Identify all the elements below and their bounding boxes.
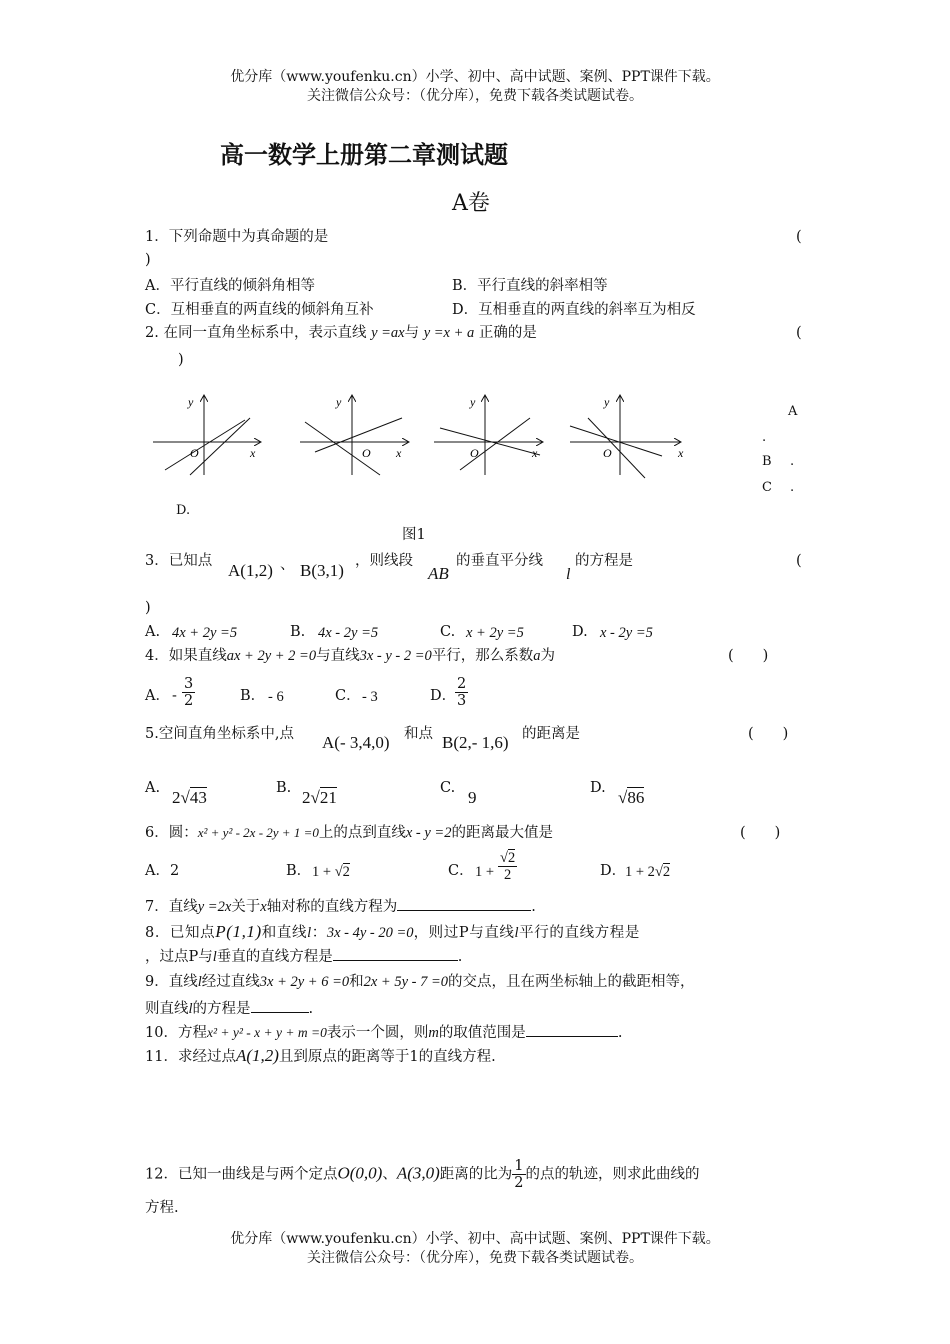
q10-pre: 10．方程 (145, 1025, 207, 1041)
q4-var: a (533, 648, 541, 664)
q4-option-d-frac (455, 676, 468, 709)
q5-option-a-rad: 43 (189, 788, 207, 807)
q3-sep: 、 (280, 557, 295, 573)
q2-eq2: y =x + a (423, 325, 475, 341)
q10-end: . (617, 1025, 623, 1041)
q7-axis: x (260, 899, 267, 915)
q3-option-b: 4x - 2y =5 (318, 625, 379, 641)
q12-ratio-den: 2 (514, 1175, 524, 1191)
q8-l: l (307, 925, 312, 941)
q8-line1-mid: 和直线 (261, 925, 308, 941)
q6-line: x - y =2 (405, 825, 452, 841)
q4-eq2: 3x - y - 2 =0 (359, 648, 432, 664)
q12-line-1 (145, 1158, 700, 1191)
q6-option-c-label: C． (448, 863, 474, 879)
q3-segment: AB (428, 564, 449, 583)
q2-stem-post: 正确的是 (478, 325, 537, 341)
q5-option-a-label: A. (145, 780, 161, 796)
q12-mid: 距离的比为 (439, 1166, 513, 1183)
q6-option-c-num (498, 850, 517, 867)
q3-option-d-label: D. (572, 624, 588, 640)
q3-option-b-label: B. (290, 624, 306, 640)
q2-stem (145, 323, 537, 343)
q11-pre: 11．求经过点 (145, 1049, 236, 1065)
section-title: A卷 (452, 191, 490, 216)
q5-option-b (302, 788, 337, 808)
q9-line1-mid: 经过直线 (201, 974, 260, 990)
q12-ratio-num: 1 (514, 1158, 524, 1174)
q12-line-2: 方程. (145, 1200, 179, 1216)
q10-answer-blank[interactable] (526, 1022, 618, 1037)
q6-option-a: A．2 (145, 863, 180, 879)
q9-line2-pre: 则直线 (145, 1001, 189, 1017)
graph-a-x-label: x (250, 446, 256, 460)
q8-line1-post: ，则过P与直线 (413, 925, 515, 941)
graph-a-line-2 (190, 418, 250, 475)
graph-d-line-1 (570, 426, 662, 456)
q2-eq1: y =ax (371, 325, 405, 341)
q4-stem-post: 平行，那么系数 (431, 648, 534, 664)
q9-line2-post: 的方程是 (192, 1001, 251, 1017)
q6-option-c-frac (498, 850, 517, 883)
q6-stem-post: 的距离最大值是 (451, 825, 553, 841)
q7-answer-blank[interactable] (397, 896, 531, 911)
graph-b (300, 395, 408, 475)
q6-option-c-rad: 2 (507, 850, 516, 866)
q4-option-b-label: B． (240, 688, 266, 704)
q5-option-b-label: B. (276, 780, 292, 796)
q6-option-b (312, 862, 350, 882)
q6-option-d-rad: 2 (662, 864, 671, 880)
q3-stem-post: 的方程是 (575, 553, 633, 569)
q9-answer-blank[interactable] (251, 998, 309, 1013)
q3-paren-open: ( (796, 553, 802, 569)
q8-colon: ： (311, 925, 327, 941)
q9-end: . (308, 1001, 314, 1017)
sqrt-sign: √ (310, 788, 320, 807)
q5-option-b-coef: 2 (302, 788, 311, 807)
figure-caption: 图1 (402, 527, 426, 543)
header-line-1: 优分库（www.youfenku.cn）小学、初中、高中试题、案例、PPT课件下载。 (230, 69, 720, 85)
q6-option-c-pre: 1 + (475, 864, 495, 880)
q12-sep: 、 (382, 1166, 397, 1183)
graph-c-x-label: x (532, 446, 538, 460)
q5-option-a (172, 788, 207, 808)
q9-line-1 (145, 972, 695, 992)
q2-option-d: D. (176, 503, 191, 518)
q6-stem-mid: 上的点到直线 (318, 825, 406, 841)
page-title: 高一数学上册第二章测试题 (220, 141, 508, 169)
q5-option-d-rad: 86 (627, 788, 645, 807)
q8-l-2: l (514, 925, 520, 941)
q3-stem-mid: ，则线段 (355, 553, 413, 569)
q2-paren-open: ( (796, 325, 802, 341)
q4-option-d-den: 3 (457, 693, 467, 709)
q6-option-c-den: 2 (503, 867, 512, 883)
q4-stem (145, 646, 555, 666)
q10-text (145, 1022, 622, 1043)
graph-c-y-label: y (470, 395, 476, 409)
header-line-2: 关注微信公众号：（优分库），免费下载各类试题试卷。 (307, 88, 643, 104)
q8-answer-blank[interactable] (333, 946, 458, 961)
q7-pre: 7．直线 (145, 899, 198, 915)
q2-graphs (150, 390, 690, 480)
q2-paren-close: ) (178, 352, 184, 368)
q9-l-2: l (188, 1001, 193, 1017)
q4-option-b: - 6 (268, 689, 284, 705)
graph-d-x-label: x (678, 446, 684, 460)
q4-option-a-num: 3 (184, 676, 194, 692)
q4-option-c: - 3 (362, 689, 378, 705)
graph-a (153, 395, 260, 475)
q5-option-c-label: C. (440, 780, 456, 796)
sqrt-sign: √ (334, 864, 343, 880)
q8-eq: 3x - 4y - 20 =0 (326, 925, 414, 941)
q12-ratio (512, 1158, 525, 1191)
q3-option-a-label: A. (145, 624, 161, 640)
q2-side-dot: . (762, 430, 767, 445)
q9-line1-pre: 9．直线 (145, 974, 198, 990)
q6-stem-pre: 6．圆： (145, 825, 198, 841)
q10-post: 的取值范围是 (438, 1025, 526, 1041)
q5-option-d-label: D. (590, 780, 606, 796)
graph-b-x-label: x (396, 446, 402, 460)
q4-option-a-sign: - (172, 688, 177, 704)
q11-post: 且到原点的距离等于1的直线方程. (278, 1049, 496, 1065)
q3-paren-close: ) (145, 600, 151, 616)
q3-option-a: 4x + 2y =5 (172, 625, 238, 641)
q4-paren: ( ) (728, 648, 769, 664)
q1-option-a: A．平行直线的倾斜角相等 (145, 278, 315, 294)
q11-text (145, 1046, 496, 1067)
q2-side-b-dot: . (790, 454, 795, 469)
q9-and: 和 (349, 974, 364, 990)
q2-side-a: A (788, 404, 798, 419)
q3-stem-mid2: 的垂直平分线 (456, 553, 543, 569)
q9-eq2: 2x + 5y - 7 =0 (363, 974, 449, 990)
q4-option-a-label: A． (145, 688, 170, 704)
q5-option-b-rad: 21 (319, 788, 337, 807)
q2-stem-pre: 2. 在同一直角坐标系中，表示直线 (145, 325, 367, 341)
q7-text (145, 896, 536, 917)
q2-stem-mid: 与 (404, 325, 420, 341)
q4-eq1: ax + 2y + 2 =0 (226, 648, 317, 664)
q4-option-a-den: 2 (184, 693, 194, 709)
q3-line-l: l (566, 566, 571, 583)
q9-l: l (197, 974, 202, 990)
q6-eq: x² + y² - 2x - 2y + 1 =0 (197, 825, 319, 840)
q5-option-d (618, 788, 644, 808)
q4-option-c-label: C． (335, 688, 361, 704)
q8-point: P(1,1) (215, 922, 262, 941)
q12-point-a: A(3,0) (396, 1163, 440, 1183)
q3-point-b: B(3,1) (300, 561, 344, 580)
q10-mid: 表示一个圆，则 (326, 1025, 429, 1041)
graph-d (570, 395, 684, 478)
q4-stem-mid: 与直线 (316, 648, 360, 664)
graph-b-y-label: y (336, 395, 342, 409)
q8-line1-pre: 8．已知点 (145, 925, 216, 941)
q8-line2-post: 垂直的直线方程是 (216, 949, 333, 965)
q6-option-b-pre: 1 + (312, 864, 332, 880)
graph-b-origin: O (362, 446, 371, 460)
graph-a-y-label: y (188, 395, 194, 409)
q4-option-a-frac (182, 676, 195, 709)
q11-point: A(1,2) (235, 1046, 279, 1065)
q5-stem-pre: 5.空间直角坐标系中,点 (145, 726, 294, 742)
footer-line-1: 优分库（www.youfenku.cn）小学、初中、高中试题、案例、PPT课件下载。 (230, 1231, 720, 1247)
q7-post: 轴对称的直线方程为 (266, 899, 398, 915)
graph-c-line-2 (460, 418, 530, 470)
q8-end: . (457, 949, 463, 965)
q12-point-o: O(0,0) (337, 1163, 383, 1183)
q5-stem-mid: 和点 (404, 726, 433, 742)
q9-eq1: 3x + 2y + 6 =0 (259, 974, 350, 990)
graph-d-origin: O (603, 446, 612, 460)
q6-option-d-label: D． (600, 863, 627, 879)
q8-l-3: l (212, 949, 217, 965)
q3-option-d: x - 2y =5 (600, 625, 653, 641)
q8-line-2 (145, 946, 462, 967)
graph-c (434, 395, 542, 475)
q5-point-a: A(- 3,4,0) (322, 733, 390, 752)
q3-point-a: A(1,2) (228, 561, 273, 580)
q7-eq: y =2x (197, 899, 232, 915)
q4-stem-post2: 为 (540, 648, 556, 664)
q8-line2-pre: ，过点P与 (145, 949, 213, 965)
q1-option-d: D．互相垂直的两直线的斜率互为相反 (452, 302, 696, 318)
graph-b-line-2 (315, 418, 402, 452)
q2-side-c-dot: . (790, 480, 795, 495)
q5-option-a-coef: 2 (172, 788, 181, 807)
q1-option-c: C．互相垂直的两直线的倾斜角互补 (145, 302, 374, 318)
q6-paren: ( ) (740, 825, 781, 841)
q4-stem-pre: 4．如果直线 (145, 648, 227, 664)
q9-line1-post: 的交点，且在两坐标轴上的截距相等， (448, 974, 695, 990)
q1-option-b: B．平行直线的斜率相等 (452, 278, 608, 294)
q3-stem-pre: 3．已知点 (145, 553, 213, 569)
q5-point-b: B(2,- 1,6) (442, 733, 509, 752)
q8-line-1 (145, 922, 809, 943)
q5-paren: ( ) (748, 726, 789, 742)
q2-side-b: B (762, 454, 772, 469)
graph-a-line-1 (165, 420, 245, 470)
q6-option-b-rad: 2 (342, 864, 350, 880)
q6-option-b-label: B． (286, 863, 312, 879)
q5-option-c: 9 (468, 788, 477, 807)
graph-a-origin: O (190, 446, 199, 460)
q12-pre: 12．已知一曲线是与两个定点 (145, 1166, 338, 1183)
q4-option-d-label: D． (430, 688, 457, 704)
q3-option-c-label: C. (440, 624, 456, 640)
q8-line1-end: 平行的直线方程是 (519, 925, 640, 941)
q4-option-d-num: 2 (457, 676, 467, 692)
q1-paren-open: ( (796, 229, 802, 245)
sqrt-sign: √ (500, 850, 508, 866)
q6-option-d-pre: 1 + 2 (625, 864, 655, 880)
footer-line-2: 关注微信公众号：（优分库），免费下载各类试题试卷。 (307, 1250, 643, 1266)
q9-line-2 (145, 998, 313, 1019)
q7-end: . (531, 899, 536, 915)
sqrt-sign: √ (654, 864, 663, 880)
q10-m: m (428, 1025, 439, 1041)
sqrt-sign: √ (180, 788, 190, 807)
sqrt-sign: √ (618, 788, 628, 807)
q12-post: 的点的轨迹，则求此曲线的 (525, 1166, 700, 1183)
q6-option-d (625, 862, 670, 882)
q10-eq: x² + y² - x + y + m =0 (206, 1025, 327, 1040)
q1-paren-close: ) (145, 252, 151, 268)
q1-stem: 1．下列命题中为真命题的是 (145, 229, 329, 245)
q6-stem (145, 823, 553, 843)
q5-stem-post: 的距离是 (522, 726, 580, 742)
graph-c-origin: O (470, 446, 479, 460)
graph-d-y-label: y (604, 395, 610, 409)
q7-mid: 关于 (231, 899, 261, 915)
q3-option-c: x + 2y =5 (466, 625, 524, 641)
q2-side-c: C (762, 480, 772, 495)
